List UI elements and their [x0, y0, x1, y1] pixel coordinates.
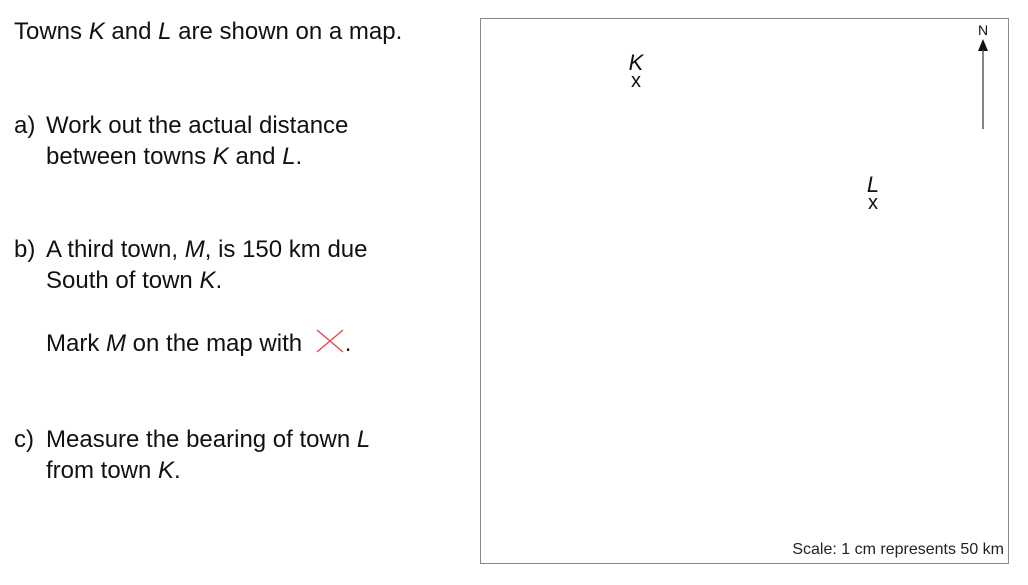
mark-end: .	[344, 330, 352, 357]
part-b-line2-after: .	[215, 267, 223, 294]
part-b-town-m: M	[184, 236, 205, 263]
part-b-town-k: K	[199, 267, 216, 294]
town-k-label: K	[628, 50, 644, 75]
part-a-town-k: K	[212, 143, 229, 170]
intro-town-k: K	[88, 18, 105, 45]
north-label: N	[977, 22, 989, 38]
mark-town-m: M	[106, 330, 126, 357]
part-b-line2-before: South of town	[46, 267, 200, 294]
mark-after: on the map with	[126, 330, 309, 357]
part-a-line2	[46, 141, 348, 172]
part-b-mark-instruction	[46, 328, 351, 359]
part-b-body	[46, 234, 368, 296]
part-c-line2-before: from town	[46, 457, 159, 484]
part-b-label: b)	[14, 236, 36, 263]
part-c-body	[46, 424, 370, 486]
mark-before: Mark	[46, 330, 106, 357]
part-a-line2-after: .	[295, 143, 303, 170]
part-a-town-l: L	[282, 143, 296, 170]
town-k-marker	[626, 50, 646, 92]
red-cross-icon	[315, 329, 345, 353]
intro-text-before: Towns	[14, 18, 89, 45]
part-a-line1: Work out the actual distance	[46, 112, 349, 139]
town-l-marker	[863, 172, 883, 214]
town-l-cross: x	[868, 192, 878, 214]
part-b	[14, 234, 368, 296]
intro-text-after: are shown on a map.	[171, 18, 403, 45]
part-c-town-l: L	[356, 426, 371, 453]
part-c-line2	[46, 455, 370, 486]
part-a-body	[46, 110, 348, 172]
part-c-line2-after: .	[174, 457, 181, 484]
north-arrow	[973, 23, 993, 129]
question-intro	[14, 16, 402, 47]
map-scale: Scale: 1 cm represents 50 km	[792, 541, 1004, 558]
part-c-line1	[46, 424, 370, 455]
part-c	[14, 424, 370, 486]
intro-town-l: L	[158, 18, 172, 45]
part-a	[14, 110, 348, 172]
part-c-line1-before: Measure the bearing of town	[46, 426, 357, 453]
part-b-line1-after: , is 150 km due	[204, 236, 368, 263]
town-k-cross: x	[631, 70, 641, 92]
part-a-line2-and: and	[228, 143, 283, 170]
part-a-label: a)	[14, 112, 36, 139]
map[interactable]	[480, 18, 1009, 564]
part-c-town-k: K	[158, 457, 175, 484]
part-c-label: c)	[14, 426, 34, 453]
part-b-line1	[46, 234, 368, 265]
intro-text-and: and	[104, 18, 159, 45]
part-b-line2	[46, 265, 368, 296]
part-a-line2-before: between towns	[46, 143, 213, 170]
north-arrow-icon	[973, 35, 993, 131]
part-b-line1-before: A third town,	[46, 236, 185, 263]
town-l-label: L	[866, 172, 880, 197]
